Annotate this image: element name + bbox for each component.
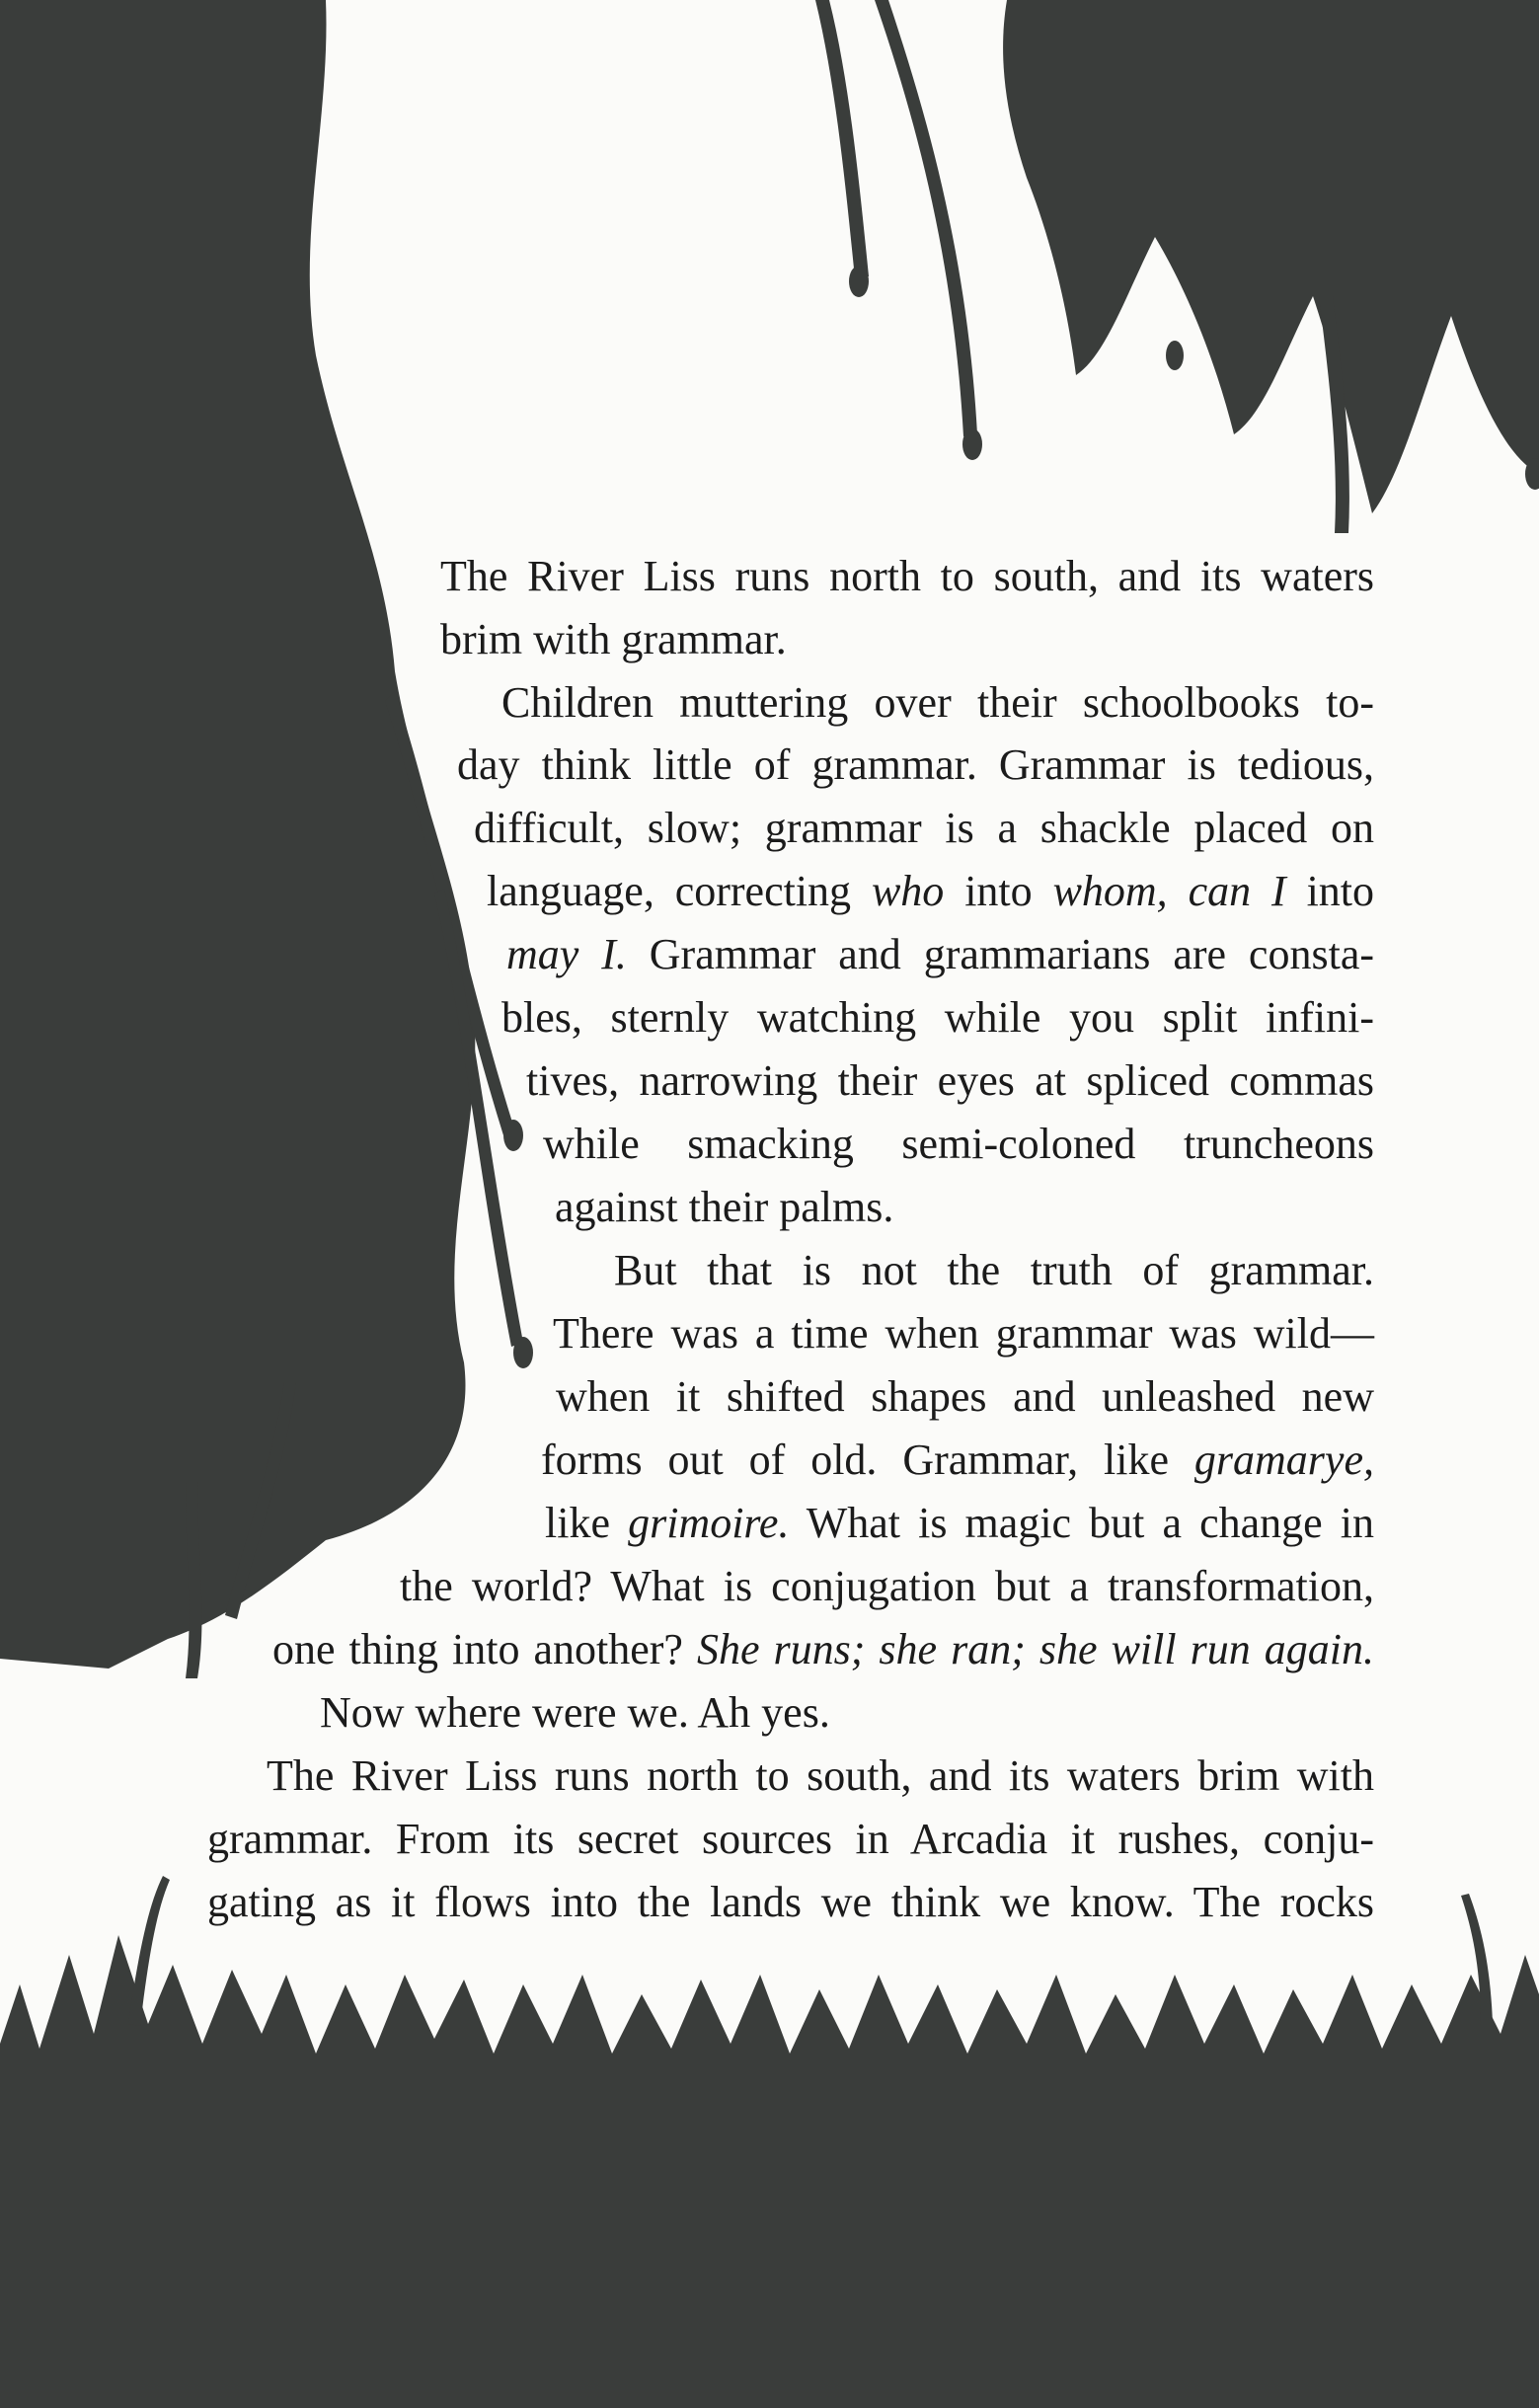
text-run: language, correcting (487, 867, 872, 915)
text-line: when it shifted shapes and unleashed new (556, 1372, 1374, 1421)
text-italic: who (871, 867, 945, 915)
text-italic: whom, can I (1052, 867, 1286, 915)
text-run: forms out of old. Grammar, like (541, 1436, 1194, 1484)
text-line: The River Liss runs north to south, and its waters brim with (267, 1751, 1374, 1800)
text-run: into (944, 867, 1053, 915)
willow-strand-6 (875, 0, 977, 436)
text-line (272, 1618, 1374, 1681)
text-line: day think little of grammar. Grammar is tedious, (457, 740, 1374, 789)
text-line: while smacking semi-coloned truncheons (543, 1120, 1374, 1168)
text-line: tives, narrowing their eyes at spliced commas (526, 1056, 1374, 1105)
text-line: There was a time when grammar was wild— (553, 1309, 1374, 1358)
willow-left-mass (0, 0, 475, 1669)
text-run: like (545, 1499, 629, 1547)
text-line (541, 1429, 1374, 1492)
text-italic: She runs; she ran; she will run again. (696, 1625, 1374, 1673)
text-line (506, 923, 1374, 986)
text-italic: may I. (506, 930, 627, 978)
text-line: Children muttering over their schoolbooks to- (501, 678, 1374, 727)
text-run: What is magic but a change in (789, 1499, 1374, 1547)
text-line: difficult, slow; grammar is a shackle placed on (474, 804, 1374, 852)
text-italic: gramarye, (1193, 1436, 1374, 1484)
text-line (487, 860, 1374, 923)
text-line: against their palms. (555, 1183, 894, 1231)
text-line: the world? What is conjugation but a transformation, (400, 1562, 1374, 1610)
willow-right-mass (1003, 0, 1539, 513)
text-line: grammar. From its secret sources in Arcadia it rushes, conju- (207, 1815, 1374, 1863)
text-line: brim with grammar. (440, 615, 787, 663)
text-run: one thing into another? (272, 1625, 697, 1673)
text-italic: grimoire. (628, 1499, 790, 1547)
text-run: into (1285, 867, 1375, 915)
text-run: Grammar and grammarians are consta- (626, 930, 1374, 978)
text-line: gating as it flows into the lands we think we know. The rocks (207, 1878, 1374, 1926)
grass-silhouette (0, 1935, 1539, 2408)
text-line: The River Liss runs north to south, and its waters (440, 552, 1374, 600)
text-line (545, 1492, 1374, 1555)
text-line: bles, sternly watching while you split infini- (501, 993, 1374, 1042)
text-line: But that is not the truth of grammar. (614, 1246, 1374, 1294)
willow-strand-5 (815, 0, 869, 278)
text-line: Now where were we. Ah yes. (320, 1688, 830, 1737)
